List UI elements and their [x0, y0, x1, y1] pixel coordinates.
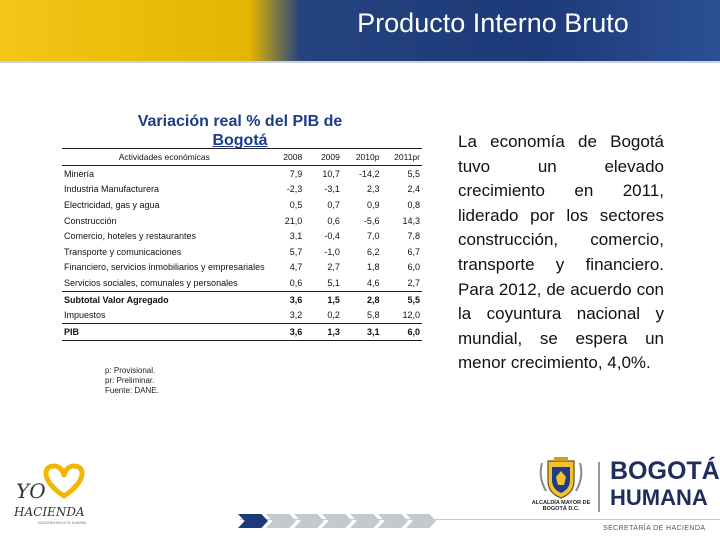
table-title-line2: Bogotá	[212, 132, 268, 149]
note-provisional: p: Provisional.	[105, 366, 156, 375]
yo-hacienda-logo	[12, 462, 112, 528]
subtotal-row	[62, 291, 422, 307]
cell-2010p: 6,2	[366, 246, 380, 257]
taxes-row	[62, 307, 422, 323]
cell-2011pr: 6,0	[381, 323, 422, 340]
header-banner	[0, 0, 720, 62]
cell-2010p: 2,8	[342, 291, 382, 307]
cell-2008: 3,1	[289, 231, 303, 242]
column-header-2011pr: 2011pr	[381, 149, 422, 166]
row-label: Subtotal Valor Agregado	[62, 291, 267, 307]
cell-2008: 3,6	[267, 323, 305, 340]
yo-text: YO	[16, 479, 46, 503]
pib-total-row	[62, 323, 422, 340]
row-label: PIB	[62, 323, 267, 340]
cell-2010p: 2,3	[366, 184, 380, 195]
cell-2011pr: 5,5	[381, 291, 422, 307]
heart-icon	[46, 466, 82, 496]
column-header-2008: 2008	[267, 149, 305, 166]
cell-2009: 0,7	[327, 199, 340, 210]
table-row	[62, 228, 422, 244]
row-label: Minería	[64, 168, 95, 179]
cell-2009: -3,1	[324, 184, 340, 195]
summary-paragraph: La economía de Bogotá tuvo un elevado crecimiento en 2011, liderado por los sectores construcción, comercio, transporte y financiero. Para 2012, de acuerdo con la coyuntura nacional y mundial, se espera un menor crecimiento, 4,0%.	[458, 132, 664, 373]
table-row	[62, 275, 422, 291]
cell-2010p: 1,8	[366, 262, 380, 273]
cell-2008: 7,9	[289, 168, 303, 179]
yo-tagline: HACIENDA BOGOTÁ HUMANA	[38, 521, 87, 525]
cell-2008: 5,7	[289, 246, 303, 257]
cell-2011pr: 6,7	[407, 246, 420, 257]
cell-2008: 3,6	[267, 291, 305, 307]
row-label: Industria Manufacturera	[64, 184, 160, 195]
cell-2008: 0,6	[289, 277, 303, 288]
progress-chevrons	[238, 514, 438, 528]
chevron-step	[350, 514, 380, 528]
cell-2010p: 5,8	[366, 310, 380, 321]
bogota-wordmark: BOGOTÁ	[610, 457, 720, 485]
row-label: Impuestos	[64, 310, 106, 321]
column-header-2010p: 2010p	[342, 149, 382, 166]
table-header-row	[62, 149, 422, 166]
note-preliminar: pr: Preliminar.	[105, 376, 155, 385]
cell-2011pr: 14,3	[402, 215, 420, 226]
cell-2011pr: 7,8	[407, 231, 420, 242]
cell-2010p: 3,1	[342, 323, 382, 340]
table-row	[62, 260, 422, 276]
chevron-step	[294, 514, 324, 528]
row-label: Transporte y comunicaciones	[64, 246, 182, 257]
cell-2011pr: 2,4	[407, 184, 420, 195]
cell-2008: 3,2	[289, 310, 303, 321]
table-row	[62, 244, 422, 260]
cell-2010p: -14,2	[358, 168, 380, 179]
cell-2011pr: 2,7	[407, 277, 420, 288]
cell-2009: 2,7	[327, 262, 340, 273]
table-row	[62, 213, 422, 229]
chevron-step	[266, 514, 296, 528]
logo-divider	[598, 462, 600, 512]
row-label: Financiero, servicios inmobiliarios y empresariales	[64, 262, 265, 273]
row-label: Comercio, hoteles y restaurantes	[64, 231, 197, 242]
chevron-step	[322, 514, 352, 528]
secretaria-label: SECRETARÍA DE HACIENDA	[603, 525, 706, 532]
header-divider	[0, 61, 720, 63]
cell-2009: -0,4	[324, 231, 340, 242]
cell-2010p: 0,9	[366, 199, 380, 210]
cell-2009: 5,1	[327, 277, 340, 288]
column-header-activity: Actividades económicas	[62, 149, 267, 166]
chevron-step-active	[238, 514, 268, 528]
column-header-2009: 2009	[304, 149, 342, 166]
cell-2010p: 4,6	[366, 277, 380, 288]
table-row	[62, 197, 422, 213]
pib-table	[62, 148, 422, 341]
cell-2011pr: 0,8	[407, 199, 420, 210]
chevron-step	[378, 514, 408, 528]
crest-caption: ALCALDÍA MAYOR DE BOGOTÁ D.C.	[531, 500, 591, 512]
table-row	[62, 166, 422, 182]
table-title	[105, 112, 375, 150]
page-title: Producto Interno Bruto	[357, 8, 629, 38]
cell-2009: 1,5	[304, 291, 342, 307]
cell-2010p: -5,6	[363, 215, 380, 226]
hacienda-text: HACIENDA	[14, 505, 85, 519]
cell-2011pr: 6,0	[407, 262, 420, 273]
cell-2011pr: 12,0	[402, 310, 420, 321]
row-label: Servicios sociales, comunales y personales	[64, 277, 238, 288]
table-title-line1: Variación real % del PIB de	[137, 113, 343, 130]
row-label: Construcción	[64, 215, 117, 226]
row-label: Electricidad, gas y agua	[64, 199, 160, 210]
cell-2009: 10,7	[322, 168, 340, 179]
note-source: Fuente: DANE.	[105, 386, 159, 395]
cell-2011pr: 5,5	[407, 168, 420, 179]
cell-2008: 4,7	[289, 262, 303, 273]
cell-2008: -2,3	[286, 184, 303, 195]
cell-2010p: 7,0	[366, 231, 380, 242]
humana-wordmark: HUMANA	[610, 485, 708, 510]
cell-2008: 21,0	[284, 215, 303, 226]
cell-2009: 0,6	[327, 215, 340, 226]
table-notes	[105, 366, 159, 396]
cell-2009: 0,2	[327, 310, 340, 321]
cell-2009: -1,0	[324, 246, 340, 257]
cell-2009: 1,3	[304, 323, 342, 340]
chevron-step	[406, 514, 436, 528]
cell-2008: 0,5	[289, 199, 303, 210]
table-row	[62, 182, 422, 198]
